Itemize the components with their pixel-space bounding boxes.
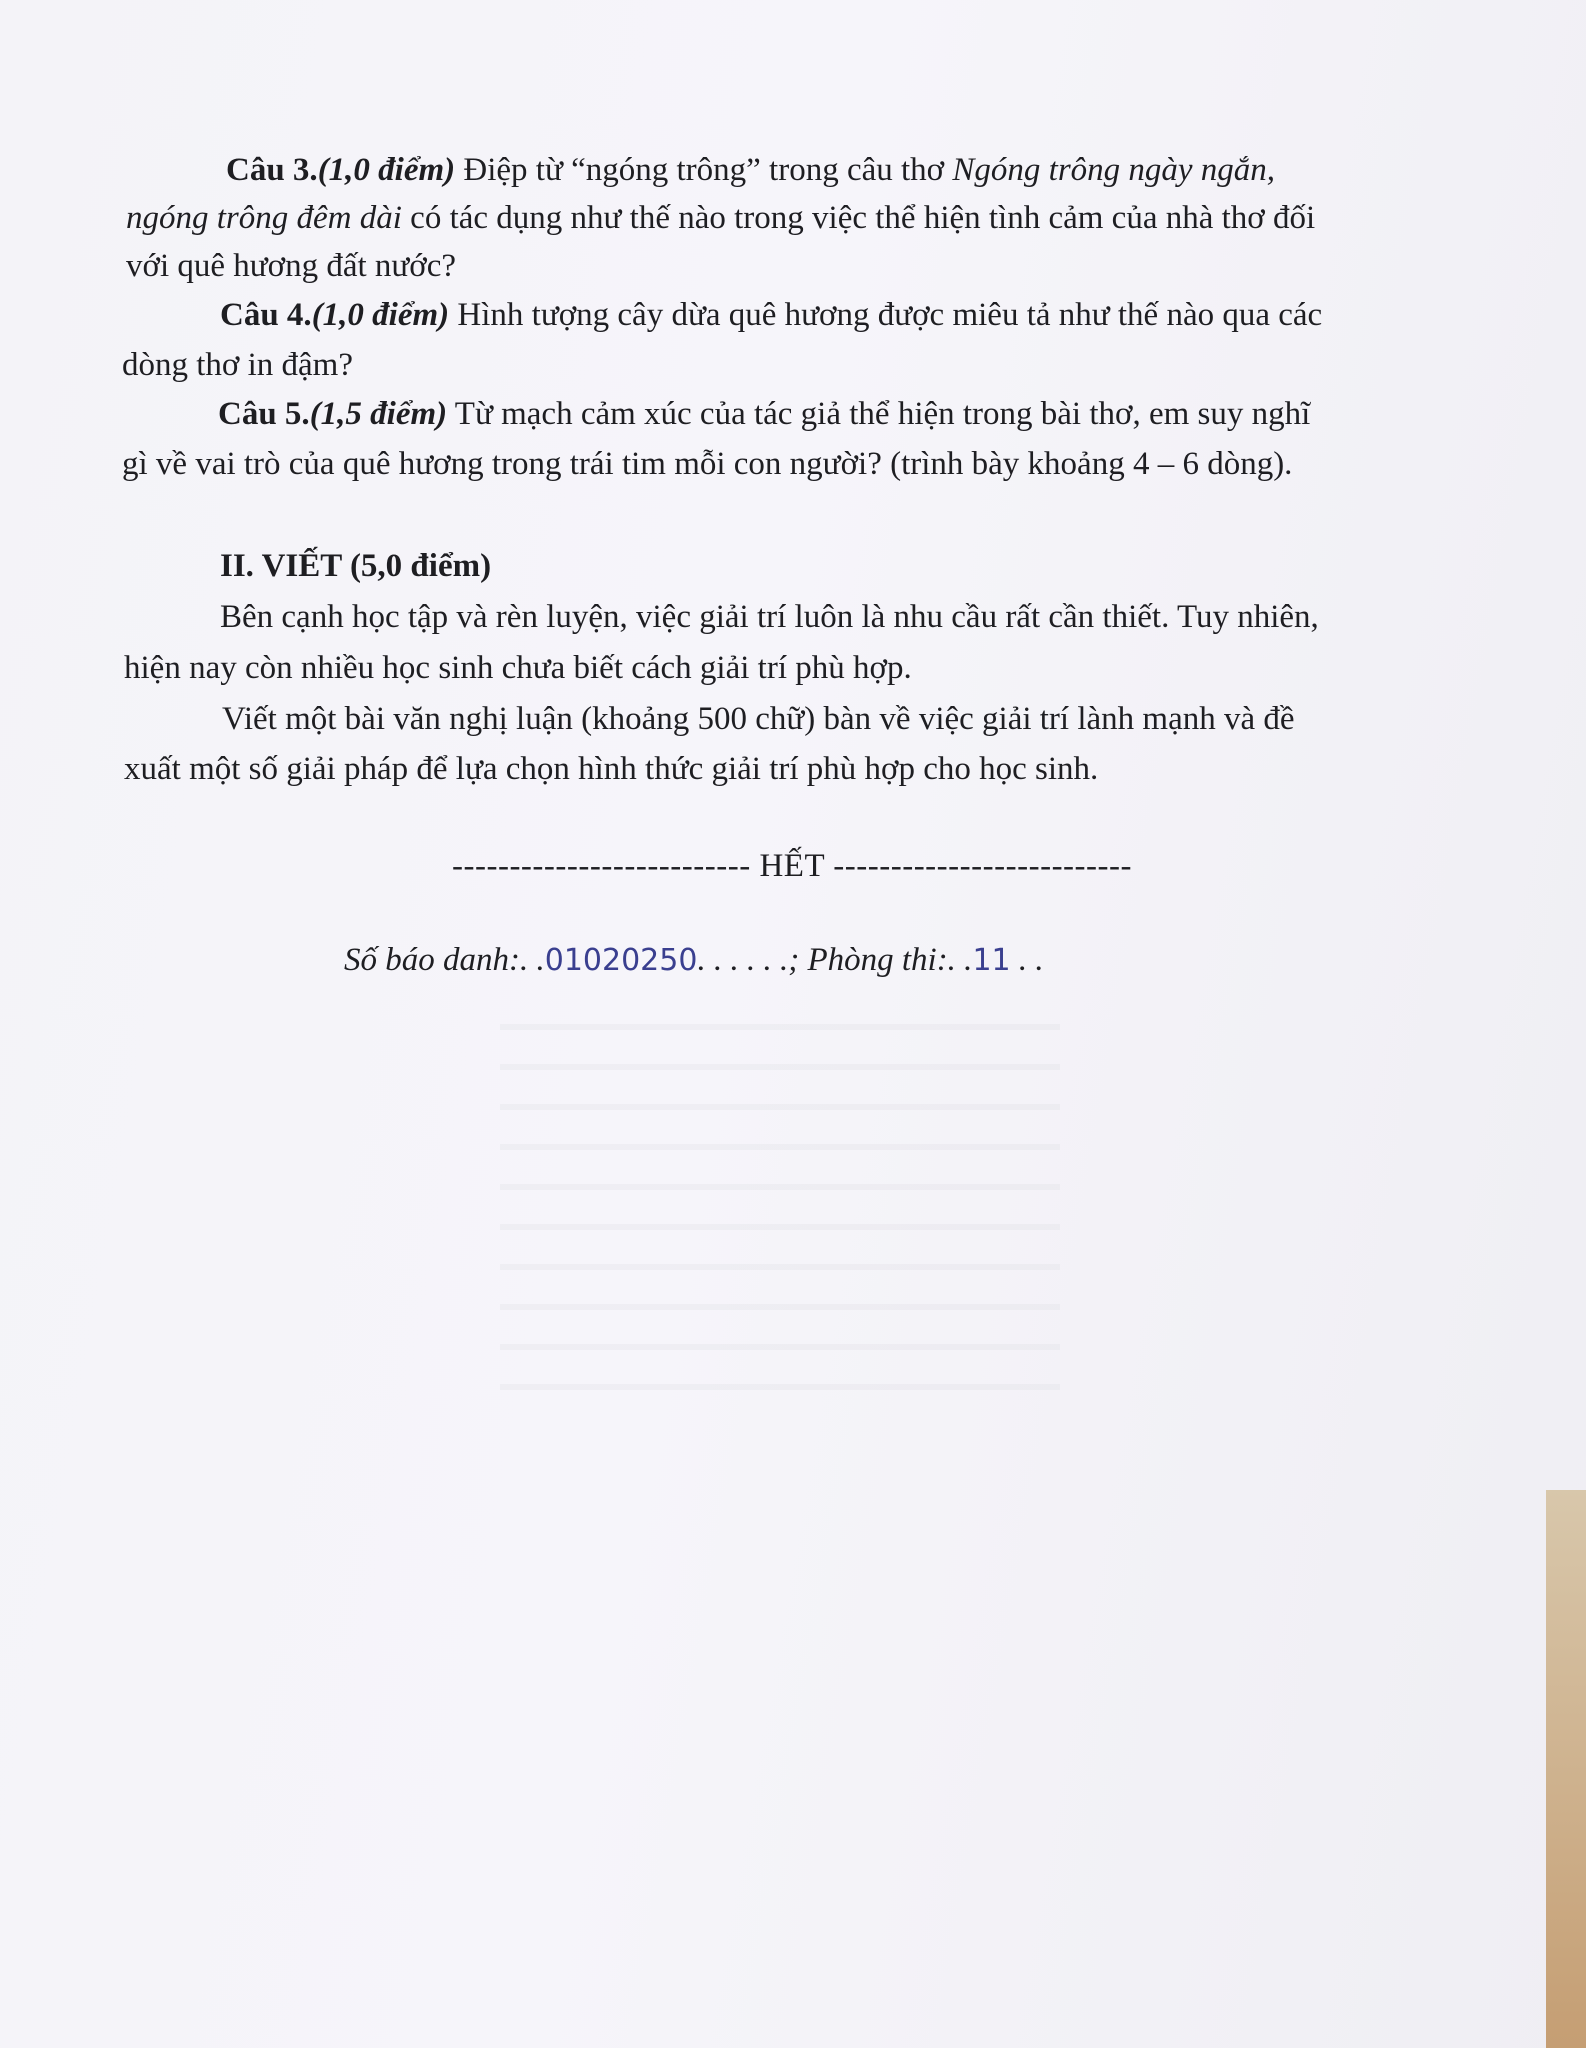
section-2-para-1-line-2: hiện nay còn nhiều học sinh chưa biết cách giải trí phù hợp. — [124, 650, 912, 686]
room-dots: . . — [1010, 942, 1044, 978]
question-3-text: Điệp từ “ngóng trông” trong câu thơ — [455, 152, 953, 188]
desk-corner — [1546, 1490, 1586, 2048]
question-3-text-2: có tác dụng như thế nào trong việc thể hiện tình cảm của nhà thơ đối — [401, 200, 1316, 236]
question-3-quote-1: Ngóng trông ngày ngắn, — [952, 152, 1276, 188]
end-marker: -------------------------- HẾT -------------------------- — [452, 848, 1132, 884]
question-5-line-2: gì về vai trò của quê hương trong trái tim mỗi con người? (trình bày khoảng 4 – 6 dòng). — [122, 446, 1293, 482]
question-3-line-1 — [226, 150, 1275, 190]
section-2-para-2-line-1: Viết một bài văn nghị luận (khoảng 500 chữ) bàn về việc giải trí lành mạnh và đề — [222, 701, 1295, 737]
show-through-text — [500, 1000, 1060, 1420]
question-4-label: Câu 4. — [220, 297, 312, 333]
question-3-line-3: với quê hương đất nước? — [126, 248, 457, 284]
candidate-number-label: Số báo danh:. . — [344, 942, 545, 978]
candidate-number-dots: . . . . . .; — [697, 942, 808, 978]
room-value: 11 — [972, 943, 1011, 978]
section-2-heading: II. VIẾT (5,0 điểm) — [220, 548, 492, 584]
question-5-points: (1,5 điểm) — [309, 396, 448, 432]
question-4-line-1 — [220, 295, 1322, 335]
question-5-text: Từ mạch cảm xúc của tác giả thể hiện trong bài thơ, em suy nghĩ — [447, 396, 1311, 432]
question-3-label: Câu 3. — [226, 152, 318, 188]
question-3-points: (1,0 điểm) — [317, 152, 456, 188]
question-4-text: Hình tượng cây dừa quê hương được miêu tả như thế nào qua các — [449, 297, 1323, 333]
section-2-para-2-line-2: xuất một số giải pháp để lựa chọn hình thức giải trí phù hợp cho học sinh. — [124, 751, 1099, 787]
room-label: Phòng thi:. . — [807, 942, 973, 978]
question-4-line-2: dòng thơ in đậm? — [122, 347, 353, 383]
question-4-points: (1,0 điểm) — [311, 297, 450, 333]
question-3-line-2 — [126, 198, 1315, 238]
candidate-info-line — [344, 940, 1044, 981]
candidate-number-value: 01020250 — [544, 943, 698, 978]
section-2-para-1-line-1: Bên cạnh học tập và rèn luyện, việc giải trí luôn là nhu cầu rất cần thiết. Tuy nhiên, — [220, 599, 1319, 635]
question-5-label: Câu 5. — [218, 396, 310, 432]
question-3-quote-2: ngóng trông đêm dài — [126, 200, 402, 236]
question-5-line-1 — [218, 394, 1310, 434]
